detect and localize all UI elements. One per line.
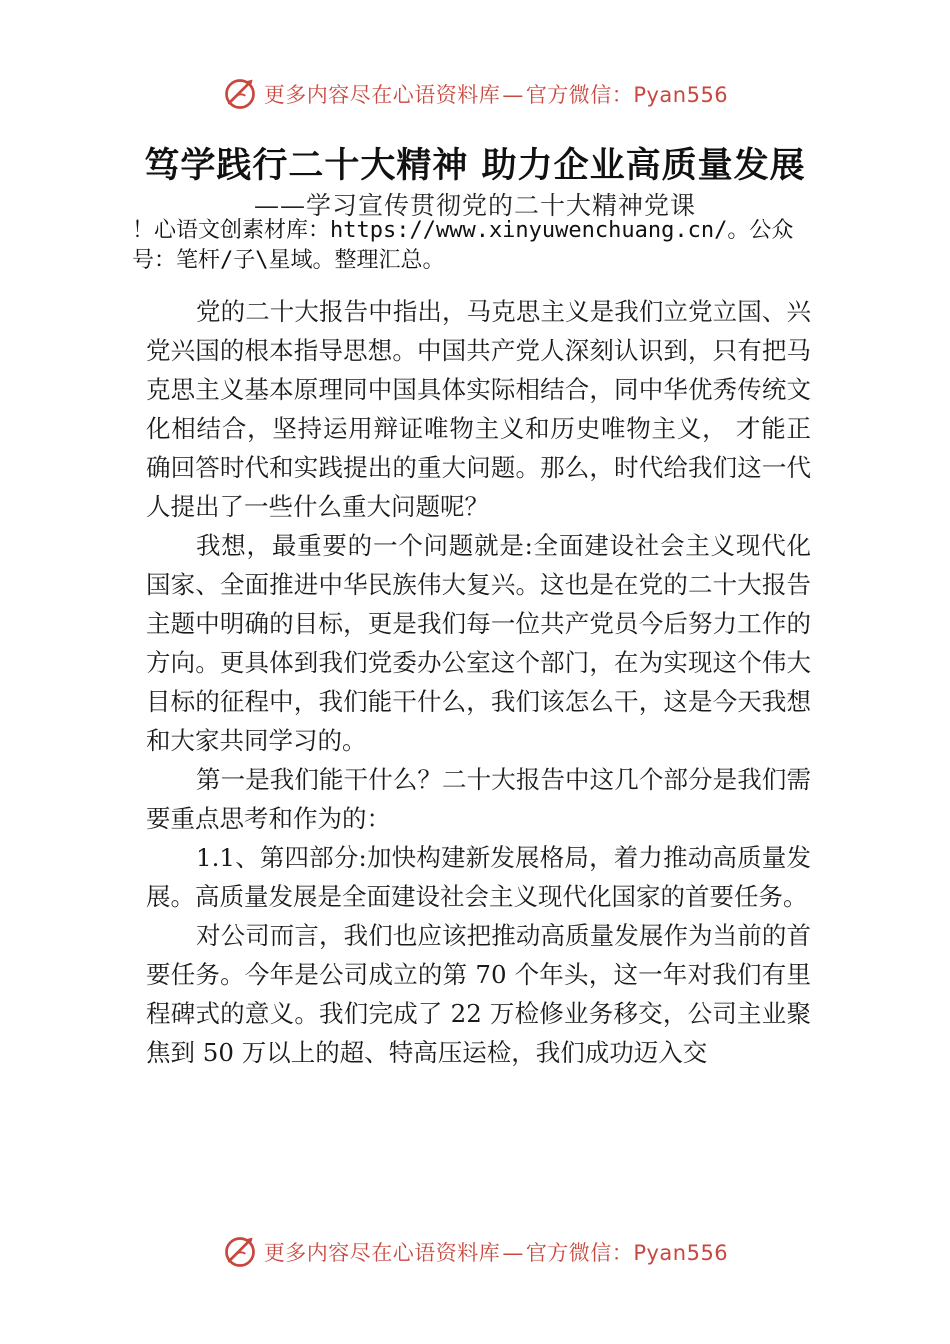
pen-logo-icon: [222, 76, 258, 112]
paragraph: 第一是我们能干什么？二十大报告中这几个部分是我们需要重点思考和作为的：: [146, 765, 811, 833]
paragraph: 党的二十大报告中指出，马克思主义是我们立党立国、兴党兴国的根本指导思想。中国共产党人深刻认识到，只有把马克思主义基本原理同中国具体实际相结合，同中华优秀传统文化相结合，坚持运用辩证唯物主义和历史唯物主义， 才能正确回答时代和实践提出的重大问题。那么，时代给我们这一代人提出了一些什么重大问题呢？: [146, 297, 811, 521]
document-body: [146, 292, 811, 1072]
source-note: ！心语文创素材库：https://www.xinyuwenchuang.cn/。公众号：笔杆/子\星域。整理汇总。: [132, 218, 794, 273]
banner-separator: —: [502, 1241, 524, 1265]
paragraph: 我想，最重要的一个问题就是:全面建设社会主义现代化国家、全面推进中华民族伟大复兴。这也是在党的二十大报告主题中明确的目标，更是我们每一位共产党员今后努力工作的方向。更具体到我们党委办公室这个部门，在为实现这个伟大目标的征程中，我们能干什么，我们该怎么干，这是今天我想和大家共同学习的。: [146, 531, 811, 755]
banner-contact-label: 官方微信：: [525, 83, 634, 107]
banner-wechat-id: Pyan556: [633, 83, 729, 107]
paragraph: 对公司而言，我们也应该把推动高质量发展作为当前的首要任务。今年是公司成立的第 70 个年头，这一年对我们有里程碑式的意义。我们完成了 22 万检修业务移交，公司主业聚焦到 50 万以上的超、特高压运检，我们成功迈入交: [146, 921, 811, 1067]
banner-contact-label: 官方微信：: [525, 1241, 634, 1265]
document-title: 笃学践行二十大精神 助力企业高质量发展: [144, 146, 806, 186]
paragraph: 1.1、第四部分:加快构建新发展格局，着力推动高质量发展。高质量发展是全面建设社会主义现代化国家的首要任务。: [146, 843, 811, 911]
document-subtitle: ——学习宣传贯彻党的二十大精神党课: [253, 191, 696, 220]
banner-text: [264, 79, 728, 109]
banner-library-text: 更多内容尽在心语资料库: [263, 83, 501, 107]
footer-banner: [0, 1230, 950, 1274]
banner-text: [264, 1237, 728, 1267]
banner-library-text: 更多内容尽在心语资料库: [263, 1241, 501, 1265]
pen-logo-icon: [222, 1234, 258, 1270]
banner-separator: —: [502, 83, 524, 107]
header-banner: [0, 72, 950, 116]
banner-wechat-id: Pyan556: [633, 1241, 729, 1265]
